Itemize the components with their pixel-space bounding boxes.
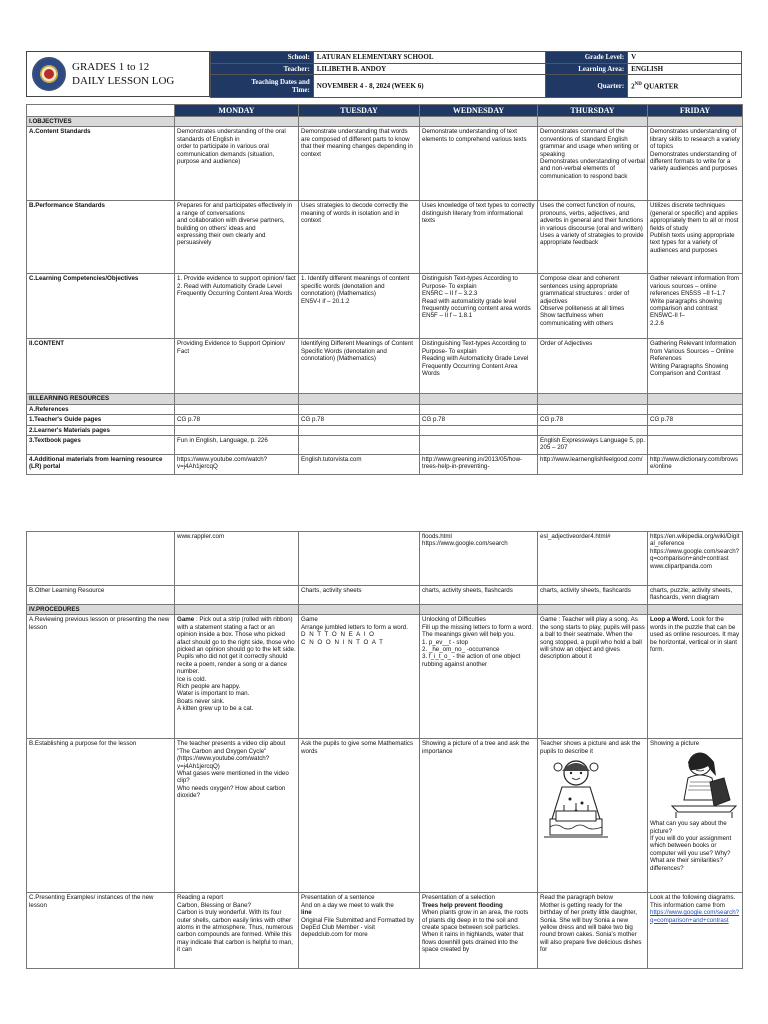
day-monday: MONDAY [175, 105, 299, 117]
cell-additional-wed: http://www.greening.in/2013/05/how-trees-help-in-preventing- [420, 455, 538, 475]
cell-other-fri: charts, puzzle, activity sheets, flashcards, venn diagram [648, 586, 743, 605]
dates-value: NOVEMBER 4 - 8, 2024 (WEEK 6) [313, 75, 546, 98]
cell-additional-fri: http://www.dictionary.com/browse/online [648, 455, 743, 475]
cell-other-thu: charts, activity sheets, flashcards [538, 586, 648, 605]
cell-reviewing-wed: Unlocking of Difficulties Fill up the missing letters to form a word. The meanings given will help you. 1. p_ev__t - stop 2. _he_om_no_ -occurrence 3. f_i_t_o_ - the action of one object rubbing against another [420, 615, 538, 739]
deped-seal-icon [32, 57, 66, 91]
cell-textbook-wed [420, 436, 538, 455]
section-row-procedures [27, 605, 743, 615]
references-label: A.References [27, 404, 175, 414]
cell-additional-cont-tue [299, 532, 420, 586]
table-row-additional-cont [27, 532, 743, 586]
cell-examples-tue: Presentation of a sentence And on a day we meet to walk the line Original File Submitted and Formatted by DepEd Club Member - visit depedclub.com for more [299, 893, 420, 969]
header-title [72, 60, 174, 88]
cell-textbook-mon: Fun in English, Language, p. 226 [175, 436, 299, 455]
cell-examples-mon: Reading a report Carbon, Blessing or Bane? Carbon is truly wonderful. With its four outer shells, carbon easily links with other atoms in the atmosphere. Thus, numerous carbon compounds are formed. While this may indicate that carbon is helpful to man, it can [175, 893, 299, 969]
cell-additional-thu: http://www.learnenglishfeelgood.com/ [538, 455, 648, 475]
cell-tg-mon: CG p.78 [175, 415, 299, 425]
tg-label: 1.Teacher's Guide pages [27, 415, 175, 425]
table-row-references [27, 404, 743, 414]
cell-perf-std-thu: Uses the correct function of nouns, pronouns, verbs, adjectives, and adverbs in general and their functions in various discourse (oral and written) Uses a variety of strategies to provide appropriate feedback [538, 201, 648, 274]
cell-perf-std-mon: Prepares for and participates effectively in a range of conversations and collaboration with diverse partners, building on others' ideas and expressing their own clearly and persuasively [175, 201, 299, 274]
table-row-textbook [27, 436, 743, 455]
page-1-table-wrap [26, 104, 742, 475]
cell-textbook-thu: English Expressways Language 5, pp. 205 – 207 [538, 436, 648, 455]
procedures-label: IV.PROCEDURES [27, 605, 175, 615]
dates-label-2: Time: [292, 86, 310, 94]
cell-reviewing-tue: Game Arrange jumbled letters to form a word. D N T T O N E A I O C N O O N I N T O A T [299, 615, 420, 739]
day-wednesday: WEDNESDAY [420, 105, 538, 117]
cell-purpose-mon: The teacher presents a video clip about "The Carbon and Oxygen Cycle" (https://www.youtube.com/watch?v=j4Ah1jercqQ) What gases were mentioned in the video clip? Who needs oxygen? How about carbon dioxide? [175, 739, 299, 893]
examples-label: C.Presenting Examples/ instances of the new lesson [27, 893, 175, 969]
cell-perf-std-wed: Uses knowledge of text types to correctly distinguish literary from informational texts [420, 201, 538, 274]
table-row-purpose [27, 739, 743, 893]
cell-comp-thu: Compose clear and coherent sentences using appropriate grammatical structures : order of adjectives Observe politeness at all times Show tactfulness when communicating with others [538, 274, 648, 339]
day-tuesday: TUESDAY [299, 105, 420, 117]
purpose-label: B.Establishing a purpose for the lesson [27, 739, 175, 893]
day-thursday: THURSDAY [538, 105, 648, 117]
cell-content-std-mon: Demonstrates understanding of the oral standards of English in order to participate in various oral communication demands (situation, purpose and audience) [175, 127, 299, 201]
cell-perf-std-tue: Uses strategies to decode correctly the meaning of words in isolation and in context [299, 201, 420, 274]
table-row-competencies [27, 274, 743, 339]
cell-tg-thu: CG p.78 [538, 415, 648, 425]
cell-content-std-tue: Demonstrate understanding that words are composed of different parts to know that their meaning changes depending in context [299, 127, 420, 201]
cell-additional-cont-fri: https://en.wikipedia.org/wiki/Digital_reference https://www.google.com/search?q=comparison+and+contrast www.clipartpanda.com [648, 532, 743, 586]
cell-tg-fri: CG p.78 [648, 415, 743, 425]
table-row-other-resource [27, 586, 743, 605]
table-row-content-standards [27, 127, 743, 201]
cell-comp-tue: 1. Identify different meanings of content specific words (denotation and connotation) (Mathematics) EN5V-I if – 20.1.2 [299, 274, 420, 339]
lesson-table-page-2 [26, 531, 743, 969]
table-row-reviewing [27, 615, 743, 739]
cell-content-std-wed: Demonstrate understanding of text elements to comprehend various texts [420, 127, 538, 201]
content-standards-label: A.Content Standards [27, 127, 175, 201]
lesson-table-page-1 [26, 104, 743, 475]
grade-label: Grade Level: [546, 52, 628, 64]
cell-content-fri: Gathering Relevant Information from Various Sources – Online References Writing Paragraphs Showing Comparison and Contrast [648, 339, 743, 394]
cell-purpose-wed: Showing a picture of a tree and ask the importance [420, 739, 538, 893]
table-row-examples [27, 893, 743, 969]
performance-standards-label: B.Performance Standards [27, 201, 175, 274]
grade-value: V [628, 52, 742, 64]
girl-with-laptop-picture-icon [666, 748, 742, 818]
cell-other-mon [175, 586, 299, 605]
cell-comp-fri: Gather relevant information from various sources – online references EN5SS –II f–1.7 Write paragraphs showing comparison and contrast EN5WC-II f– 2.2.6 [648, 274, 743, 339]
cell-comp-wed: Distinguish Text-types According to Purpose- To explain EN5RC – II f – 3.2.3 Read with automaticity grade level frequently occurring content area words EN5F – II f – 1.8.1 [420, 274, 538, 339]
cell-textbook-fri [648, 436, 743, 455]
header-info-table [210, 51, 742, 98]
cell-reviewing-mon: Game : Pick out a strip (rolled with ribbon) with a statement stating a fact or an opinion inside a box. Those who picked afact should go to the right side, those who picked an opinion should go to the left side. Pupils who did not get it correctly should recite a poem, render a song or a dance number. Ice is cold. Rich people are happy. Water is important to man. Boats never sink. A kitten grew up to be a cat. [175, 615, 299, 739]
dates-label-1: Teaching Dates and [251, 78, 310, 86]
day-header-corner [27, 105, 175, 117]
cell-additional-cont-wed: floods.html https://www.google.com/search [420, 532, 538, 586]
cell-comp-mon: 1. Provide evidence to support opinion/ fact 2. Read with Automaticity Grade Level Frequently Occurring Content Area Words [175, 274, 299, 339]
title-line-2: DAILY LESSON LOG [72, 75, 175, 87]
table-row-content [27, 339, 743, 394]
cell-reviewing-thu: Game : Teacher will play a song. As the song starts to play, pupils will pass a ball to their seatmate. When the song stopped, a pupil who hold a ball will show an object and gives description about it [538, 615, 648, 739]
cell-content-thu: Order of Adjectives [538, 339, 648, 394]
textbook-label: 3.Textbook pages [27, 436, 175, 455]
cell-perf-std-fri: Utilizes discrete techniques (general or specific) and applies appropriately them to all or most fields of study Publish texts using appropriate text types for a variety of audiences and purposes [648, 201, 743, 274]
day-header-row [27, 105, 743, 117]
day-friday: FRIDAY [648, 105, 743, 117]
cell-additional-cont-label [27, 532, 175, 586]
cell-other-tue: Charts, activity sheets [299, 586, 420, 605]
quarter-number: 2 [631, 82, 635, 91]
jumbled-word-2: C N O O N I N T O A T [301, 638, 384, 646]
cell-additional-cont-thu: esl_adjectiveorder4.html# [538, 532, 648, 586]
competencies-label: C.Learning Competencies/Objectives [27, 274, 175, 339]
cell-tg-wed: CG p.78 [420, 415, 538, 425]
quarter-value [628, 75, 742, 98]
table-row-performance-standards [27, 201, 743, 274]
cell-reviewing-fri: Loop a Word. Look for the words in the puzzle that can be used as online resources. It may be horizontal, vertical or in slant form. [648, 615, 743, 739]
page-2-table-wrap [26, 531, 742, 969]
area-value: ENGLISH [628, 63, 742, 75]
dates-label [211, 75, 314, 98]
objectives-label: I.OBJECTIVES [27, 117, 175, 127]
cell-examples-fri: Look at the following diagrams. This information came from https://www.google.com/search?q=comparison+and+contrast [648, 893, 743, 969]
reviewing-label: A.Reviewing previous lesson or presenting the new lesson [27, 615, 175, 739]
area-label: Learning Area: [546, 63, 628, 75]
teacher-value: LILIBETH B. ANDOY [313, 63, 546, 75]
school-label: School: [211, 52, 314, 64]
girl-with-cake-picture-icon [540, 757, 612, 847]
cell-content-std-thu: Demonstrates command of the conventions of standard English grammar and usage when writing or speaking Demonstrates understanding of verbal and non-verbal elements of communication to respond back [538, 127, 648, 201]
cell-other-wed: charts, activity sheets, flashcards [420, 586, 538, 605]
table-row-additional-materials [27, 455, 743, 475]
section-row-resources [27, 394, 743, 404]
comparison-contrast-link[interactable]: https://www.google.com/search?q=comparison+and+contrast [650, 909, 740, 924]
content-label: II.CONTENT [27, 339, 175, 394]
jumbled-word-1: D N T T O N E A I O [301, 631, 375, 639]
cell-purpose-fri: Showing a picture What can you say about the picture? If you will do your assignment which between books or computer will you use? Why? What are their similarities? differences? [648, 739, 743, 893]
cell-content-std-fri: Demonstrates understanding of library skills to research a variety of topics Demonstrates understanding of different formats to write for a variety audiences and purposes [648, 127, 743, 201]
cell-examples-thu: Read the paragraph below Mother is getting ready for the birthday of her pretty little daughter, Sonia. She will buy Sonia a new yellow dress and will bake two big round brown cakes. Sonia's mother will also prepare five delicious dishes for [538, 893, 648, 969]
cell-textbook-tue [299, 436, 420, 455]
cell-additional-cont-mon: www.rappler.com [175, 532, 299, 586]
cell-additional-tue: English.tutorvista.com [299, 455, 420, 475]
cell-purpose-tue: Ask the pupils to give some Mathematics words [299, 739, 420, 893]
resources-label: III.LEARNING RESOURCES [27, 394, 175, 404]
lesson-log-header [26, 51, 742, 97]
cell-purpose-thu: Teacher shows a picture and ask the pupils to describe it [538, 739, 648, 893]
teacher-label: Teacher: [211, 63, 314, 75]
lm-label: 2.Learner's Materials pages [27, 425, 175, 435]
quarter-word: QUARTER [643, 82, 679, 91]
cell-content-wed: Distinguishing Text-types According to Purpose- To explain Reading with Automaticity Grade Level Frequently Occurring Content Area Words [420, 339, 538, 394]
cell-tg-tue: CG p.78 [299, 415, 420, 425]
quarter-label: Quarter: [546, 75, 628, 98]
table-row-teachers-guide [27, 415, 743, 425]
table-row-learners-materials [27, 425, 743, 435]
section-row-objectives [27, 117, 743, 127]
title-line-1: GRADES 1 to 12 [72, 61, 150, 73]
cell-content-tue: Identifying Different Meanings of Content Specific Words (denotation and connotation) (Mathematics) [299, 339, 420, 394]
other-resource-label: B.Other Learning Resource [27, 586, 175, 605]
header-logo-cell [26, 51, 210, 97]
cell-additional-mon: https://www.youtube.com/watch?v=j4Ah1jercqQ [175, 455, 299, 475]
school-value: LATURAN ELEMENTARY SCHOOL [313, 52, 546, 64]
cell-examples-wed: Presentation of a selection Trees help prevent flooding When plants grow in an area, the roots of plants dig deep in to the soil and create space between soil particles. When it rains in highlands, water that flows downhill gets drained into the space created by [420, 893, 538, 969]
quarter-suffix: ND [634, 82, 642, 88]
additional-label: 4.Additional materials from learning resource (LR) portal [27, 455, 175, 475]
cell-content-mon: Providing Evidence to Support Opinion/ Fact [175, 339, 299, 394]
